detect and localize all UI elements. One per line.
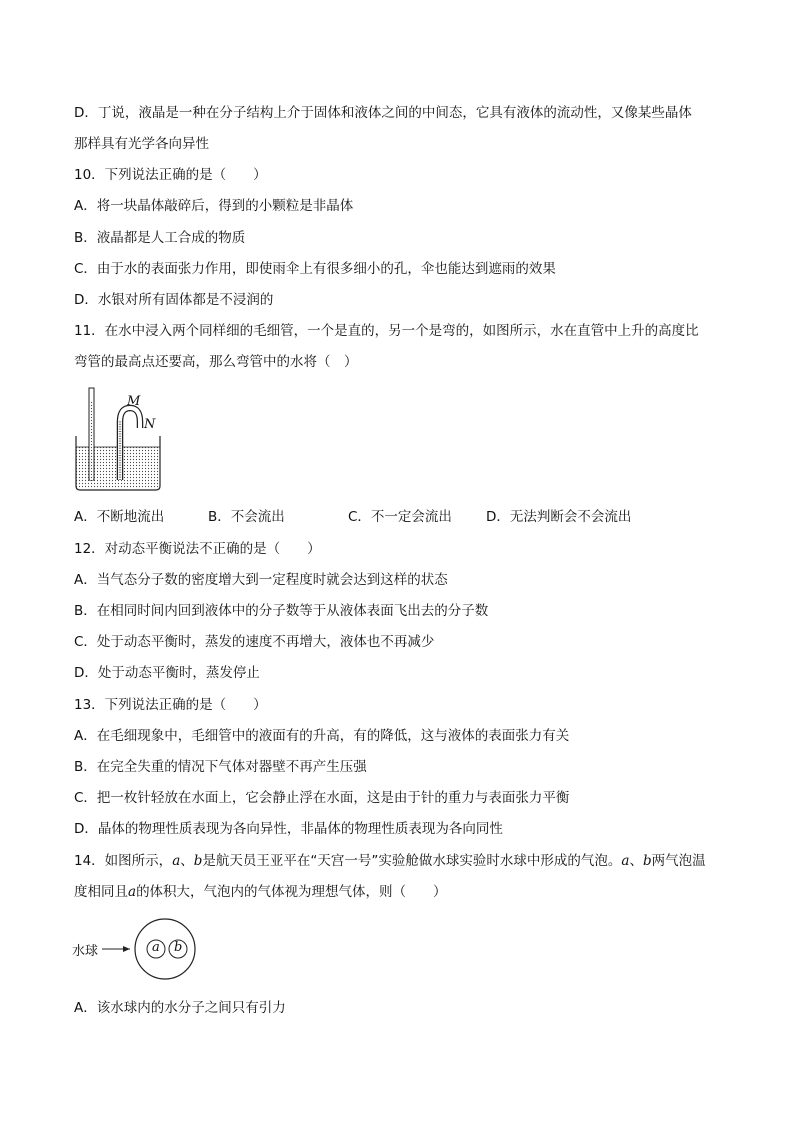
question-13-option-b: B．在完全失重的情况下气体对器壁不再产生压强 [74, 759, 367, 775]
question-11-option-a: A．不断地流出 [74, 509, 165, 525]
bubble-b-label: b [174, 940, 183, 955]
question-12-option-a: A．当气态分子数的密度增大到一定程度时就会达到这样的状态 [74, 572, 448, 588]
question-13-option-d: D．晶体的物理性质表现为各向异性，非晶体的物理性质表现为各向同性 [74, 821, 503, 837]
question-14-option-a: A．该水球内的水分子之间只有引力 [74, 1000, 286, 1016]
question-14-stem-line-2: 度相同且a的体积大，气泡内的气体视为理想气体，则（ ） [74, 884, 447, 900]
capillary-diagram [72, 386, 172, 494]
question-12-option-d: D．处于动态平衡时，蒸发停止 [74, 665, 260, 681]
question-10-option-b: B．液晶都是人工合成的物质 [74, 230, 246, 246]
water-ball-diagram [72, 918, 222, 984]
question-11-options [74, 507, 724, 527]
question-10-stem: 10．下列说法正确的是（ ） [74, 167, 267, 183]
question-11-option-d: D．无法判断会不会流出 [486, 509, 632, 525]
question-12-option-b: B．在相同时间内回到液体中的分子数等于从液体表面飞出去的分子数 [74, 603, 489, 619]
question-11-stem-line-2: 弯管的最高点还要高，那么弯管中的水将（ ） [74, 354, 358, 370]
question-10-option-d: D．水银对所有固体都是不浸润的 [74, 292, 274, 308]
label-n: N [144, 417, 156, 432]
question-11-option-c: C．不一定会流出 [348, 509, 452, 525]
question-10-option-c: C．由于水的表面张力作用，即使雨伞上有很多细小的孔，伞也能达到遮雨的效果 [74, 261, 556, 277]
question-13-stem: 13．下列说法正确的是（ ） [74, 697, 267, 713]
label-m: M [127, 394, 141, 409]
question-13-option-a: A．在毛细现象中，毛细管中的液面有的升高，有的降低，这与液体的表面张力有关 [74, 728, 570, 744]
capillary-tubes-figure [72, 386, 172, 494]
question-13-option-c: C．把一枚针轻放在水面上，它会静止浮在水面，这是由于针的重力与表面张力平衡 [74, 790, 570, 806]
question-10-option-a: A．将一块晶体敲碎后，得到的小颗粒是非晶体 [74, 198, 354, 214]
text-line: D．丁说，液晶是一种在分子结构上介于固体和液体之间的中间态，它具有液体的流动性，又像某些晶体 [74, 105, 692, 121]
bubble-a-label: a [152, 940, 160, 955]
question-14-stem-line-1: 14．如图所示，a、b是航天员王亚平在“天宫一号”实验舱做水球实验时水球中形成的气泡。a、b两气泡温 [74, 853, 706, 869]
question-12-option-c: C．处于动态平衡时，蒸发的速度不再增大，液体也不再减少 [74, 634, 435, 650]
water-ball-label: 水球 [72, 944, 99, 959]
question-11-stem-line-1: 11．在水中浸入两个同样细的毛细管，一个是直的，另一个是弯的，如图所示，水在直管中上升的高度比 [74, 323, 699, 339]
question-12-stem: 12．对动态平衡说法不正确的是（ ） [74, 541, 321, 557]
question-11-option-b: B．不会流出 [208, 509, 285, 525]
text-line: 那样具有光学各向异性 [74, 136, 209, 152]
